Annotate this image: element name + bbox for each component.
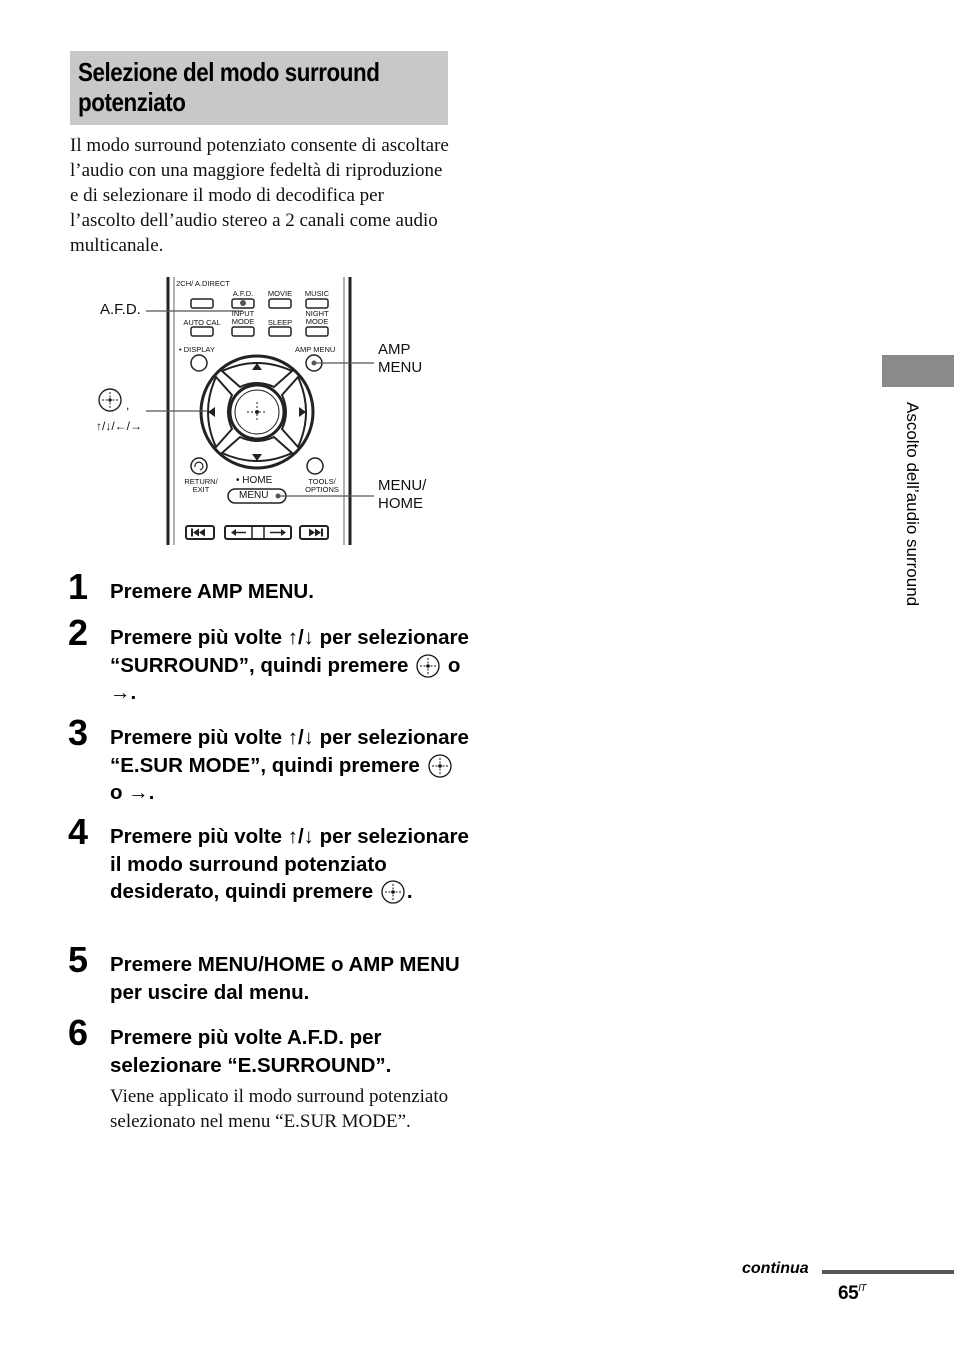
enter-icon	[428, 754, 452, 778]
step-text: Premere AMP MENU.	[110, 580, 314, 603]
step-number: 1	[68, 566, 89, 607]
page-number: $65^{IT}$	[838, 1283, 867, 1304]
callout-amp-menu: AMP MENU	[378, 341, 423, 376]
label-menu: MENU	[239, 490, 269, 501]
label-tools-options: TOOLS/ OPTIONS	[305, 477, 339, 494]
section-title: Selezione del modo surround potenziato	[78, 57, 380, 117]
callout-menu-home: MENU/ HOME	[378, 477, 427, 512]
step-text: Premere più volte ↑/↓ per selezionare il modo surround potenziato desiderato, quindi premere .	[110, 825, 469, 903]
enter-icon	[381, 880, 405, 904]
step-note: Viene applicato il modo surround potenziato selezionato nel menu “E.SUR MODE”.	[110, 1086, 449, 1132]
label-movie: MOVIE	[267, 289, 293, 298]
label-auto-cal: AUTO CAL	[183, 318, 221, 327]
step-text: Premere più volte ↑/↓ per selezionare “E.SUR MODE”, quindi premere o →.	[110, 726, 469, 804]
step-number: 2	[68, 612, 89, 653]
step-text: Premere MENU/HOME o AMP MENU per uscire dal menu.	[110, 953, 460, 1004]
chapter-label: Ascolto dell’audio surround	[903, 402, 922, 607]
label-2ch-adirect: 2CH/ A.DIRECT	[176, 279, 230, 288]
label-return-exit: RETURN/ EXIT	[184, 477, 218, 494]
step-number: 4	[68, 811, 89, 852]
label-sleep: SLEEP	[267, 318, 293, 327]
step-text: Premere più volte ↑/↓ per selezionare “SURROUND”, quindi premere o →.	[110, 626, 469, 704]
label-afd: A.F.D.	[232, 289, 254, 298]
callout-arrows: ↑/↓/←/→	[96, 419, 143, 433]
label-amp-menu: AMP MENU	[295, 345, 336, 354]
step-text: Premere più volte A.F.D. per selezionare “E.SURROUND”.	[110, 1026, 392, 1077]
enter-icon	[416, 654, 440, 678]
label-display: • DISPLAY	[179, 345, 215, 354]
continua-label: continua	[742, 1260, 809, 1277]
callout-afd: A.F.D.	[100, 301, 141, 318]
step-number: 3	[68, 712, 89, 753]
section-title-box	[70, 51, 448, 125]
label-input-mode: INPUT MODE	[231, 309, 255, 326]
label-home: • HOME	[236, 475, 273, 486]
continua-line	[822, 1270, 954, 1274]
svg-text:,: ,	[126, 398, 130, 412]
label-night-mode: NIGHT MODE	[305, 309, 329, 326]
chapter-tab	[882, 355, 954, 387]
label-music: MUSIC	[304, 289, 330, 298]
step-number: 6	[68, 1012, 89, 1053]
step-number: 5	[68, 939, 89, 980]
intro-paragraph: Il modo surround potenziato consente di ascoltare l’audio con una maggiore fedeltà di riproduzione e di selezionare il modo di decodifica per l’ascolto dell’audio stereo a 2 canali come audio multicanale.	[70, 135, 449, 256]
